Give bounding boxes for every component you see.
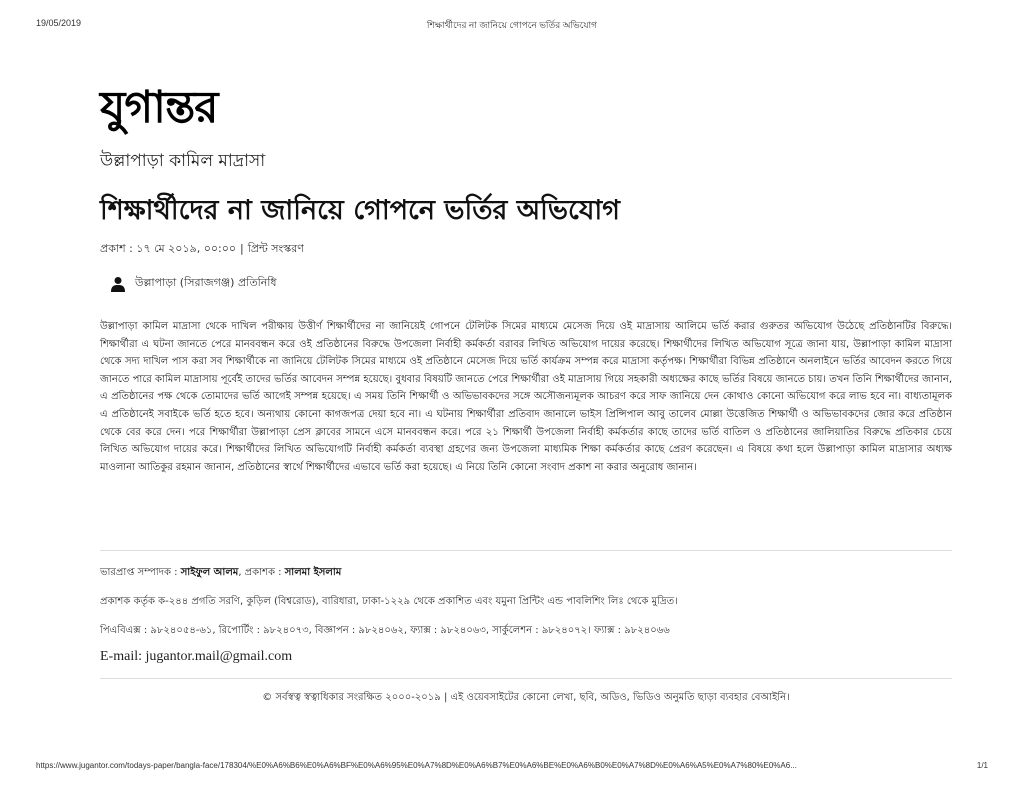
editor-name: সাইফুল আলম [180, 567, 239, 578]
footer-divider-top [100, 550, 952, 551]
print-header [36, 18, 988, 32]
article-meta: প্রকাশ : ১৭ মে ২০১৯, ০০:০০ | প্রিন্ট সংস্করণ [100, 242, 304, 255]
author-name: উল্লাপাড়া (সিরাজগঞ্জ) প্রতিনিধি [135, 276, 277, 289]
print-page-title: শিক্ষার্থীদের না জানিয়ে গোপনে ভর্তির অভিযোগ [426, 20, 598, 30]
contact-phones: পিএবিএক্স : ৯৮২৪০৫৪-৬১, রিপোর্টিং : ৯৮২৪০৭৩, বিজ্ঞাপন : ৯৮২৪০৬২, ফ্যাক্স : ৯৮২৪০৬৩, সার্কুলেশন : ৯৮২৪০৭২। ফ্যাক্স : ৯৮২৪০৬৬ [100, 625, 670, 636]
article-body: উল্লাপাড়া কামিল মাদ্রাসা থেকে দাখিল পরীক্ষায় উত্তীর্ণ শিক্ষার্থীদের না জানিয়েই গোপনে টেলিটক সিমের মাধ্যমে মেসেজ দিয়ে ওই মাদ্রাসায় আলিমে ভর্তি করার গুরুতর অভিযোগ উঠেছে প্রতিষ্ঠানটির বিরুদ্ধে। শিক্ষার্থীরা এ ঘটনা জানতে পেরে মানববন্ধন করে ওই প্রতিষ্ঠানের বিরুদ্ধে উপজেলা নির্বাহী কর্মকর্তা বরাবর লিখিত অভিযোগ দায়ের করেছে। শিক্ষার্থীদের লিখিত অভিযোগ সূত্রে জানা যায়, উল্লাপাড়া কামিল মাদ্রাসা থেকে সদ্য দাখিল পাস করা সব শিক্ষার্থীকে না জানিয়ে টেলিটক সিমের মাধ্যমে ওই প্রতিষ্ঠানে মেসেজ দিয়ে ভর্তি কার্যক্রম সম্পন্ন করে মাদ্রাসা কর্তৃপক্ষ। শিক্ষার্থীরা বিভিন্ন প্রতিষ্ঠানে অনলাইনে ভর্তির আবেদন করতে গিয়ে জানতে পারে কামিল মাদ্রাসায় পূর্বেই তাদের ভর্তির আবেদন সম্পন্ন হয়েছে। বুধবার বিষয়টি জানতে পেরে শিক্ষার্থীরা ওই মাদ্রাসায় গিয়ে সহকারী অধ্যক্ষের কাছে ভর্তির বিষয়ে জানতে চায়। তখন তিনি শিক্ষার্থীদের জানান, এ প্রতিষ্ঠানের পক্ষ থেকে তোমাদের ভর্তি আগেই সম্পন্ন হয়েছে। এ সময় তিনি শিক্ষার্থী ও অভিভাবকদের সঙ্গে অসৌজন্যমূলক আচরণ করে সাফ জানিয়ে দেন কোথাও কোনো অভিযোগ করে লাভ হবে না। বাধ্যতামূলক এ প্রতিষ্ঠানেই সবাইকে ভর্তি হতে হবে। অন্যথায় কোনো কাগজপত্র দেয়া হবে না। এ ঘটনায় শিক্ষার্থীরা প্রতিবাদ জানালে ভাইস প্রিন্সিপাল আবু তালেব মোল্লা উত্তেজিত শিক্ষার্থী ও অভিভাবকদের জোর করে প্রতিষ্ঠান থেকে বের করে দেন। পরে শিক্ষার্থীরা উল্লাপাড়া প্রেস ক্লাবের সামনে এসে মানববন্ধন করে। পরে ২১ শিক্ষার্থী উপজেলা নির্বাহী কর্মকর্তার কাছে তাদের ভর্তি বাতিল ও প্রতিষ্ঠানের জালিয়াতির বিরুদ্ধে প্রতিকার চেয়ে লিখিত অভিযোগ দায়ের করে। শিক্ষার্থীদের লিখিত অভিযোগটি নির্বাহী কর্মকর্তা ব্যবস্থা গ্রহণের জন্য উপজেলা মাধ্যমিক শিক্ষা কর্মকর্তার কাছে প্রেরণ করেছেন। এ বিষয়ে কথা হলে উল্লাপাড়া কামিল মাদ্রাসার অধ্যক্ষ মাওলানা আতিকুর রহমান জানান, প্রতিষ্ঠানের স্বার্থে শিক্ষার্থীদের এভাবে ভর্তি করা হয়েছে। এ নিয়ে তিনি কোনো সংবাদ প্রকাশ না করার অনুরোধ জানান। [100, 321, 952, 473]
contact-email[interactable]: E-mail: jugantor.mail@gmail.com [100, 649, 293, 664]
editor-line [100, 565, 341, 582]
section-label: উল্লাপাড়া কামিল মাদ্রাসা [100, 151, 266, 171]
article-headline: শিক্ষার্থীদের না জানিয়ে গোপনে ভর্তির অভিযোগ [100, 195, 620, 226]
publish-date: প্রকাশ : ১৭ মে ২০১৯, ০০:০০ [100, 242, 237, 255]
copyright-notice: © সর্বস্বত্ব স্বত্বাধিকার সংরক্ষিত ২০০০-২০১৯ | এই ওয়েবসাইটের কোনো লেখা, ছবি, অডিও, ভিডিও অনুমতি ছাড়া ব্যবহার বেআইনি। [262, 692, 790, 703]
editor-label: ভারপ্রাপ্ত সম্পাদক : [100, 567, 178, 578]
print-footer [36, 761, 988, 775]
print-edition-link[interactable]: প্রিন্ট সংস্করণ [247, 242, 304, 255]
page-number: 1/1 [976, 761, 988, 770]
print-url: https://www.jugantor.com/todays-paper/bangla-face/178304/%E0%A6%B6%E0%A6%BF%E0%A6%95%E0%A7%8D%E0%A6%B7%E0%A6%BE%E0%A6%B0%E0%A7%8D%E0%A6%A5%E0%A7%80%E0%A6... [36, 761, 797, 770]
user-icon [110, 276, 126, 292]
publisher-label: , প্রকাশক : [238, 567, 282, 578]
article-author [110, 274, 277, 293]
publisher-address: প্রকাশক কর্তৃক ক-২৪৪ প্রগতি সরণি, কুড়িল (বিশ্বরোড), বারিধারা, ঢাকা-১২২৯ থেকে প্রকাশিত এবং যমুনা প্রিন্টিং এন্ড পাবলিশিং লিঃ থেকে মুদ্রিত। [100, 596, 678, 607]
print-date: 19/05/2019 [36, 18, 82, 28]
publisher-name: সালমা ইসলাম [284, 567, 342, 578]
site-logo[interactable]: যুগান্তর [100, 82, 218, 133]
footer-divider-bottom [100, 678, 952, 679]
